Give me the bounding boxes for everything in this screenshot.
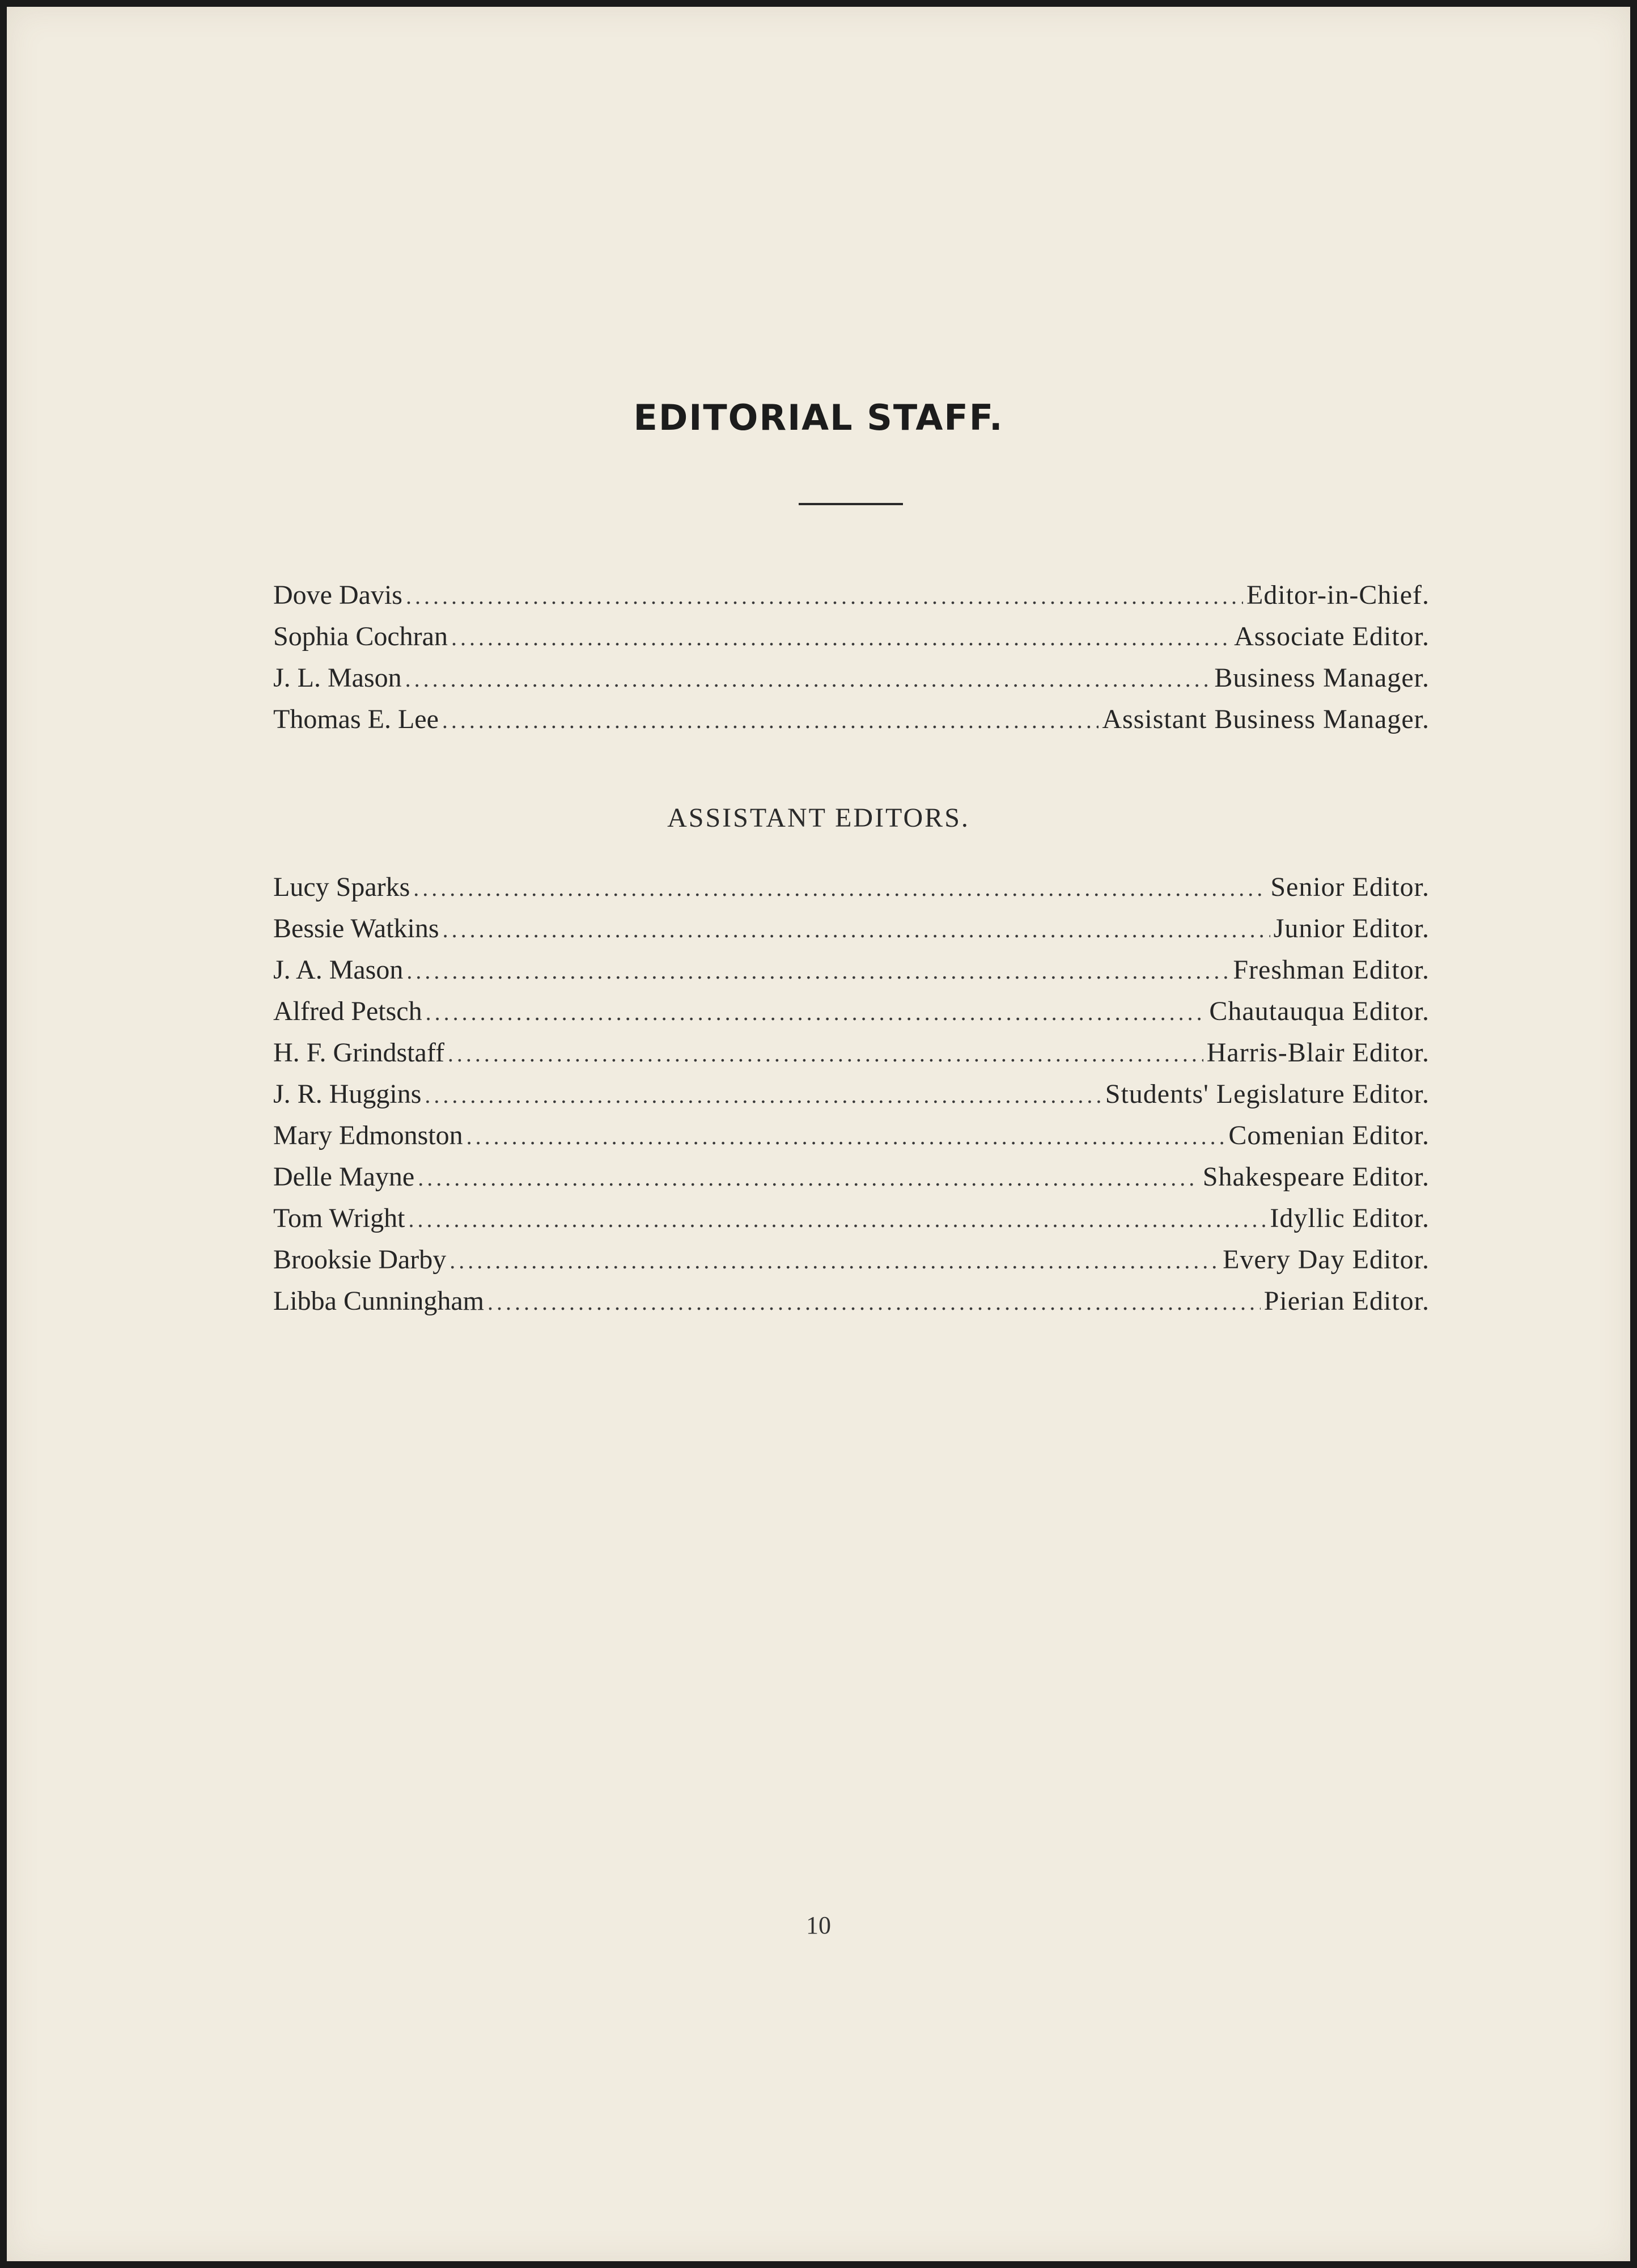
editor-row <box>273 871 1430 913</box>
title-divider <box>799 503 903 505</box>
assistant-editors-list <box>273 871 1430 1327</box>
dot-leader <box>426 996 1206 1027</box>
dot-leader <box>448 1037 1203 1068</box>
document-page <box>7 7 1630 2261</box>
editor-role: Every Day Editor. <box>1223 1245 1430 1275</box>
editor-name: J. A. Mason <box>273 955 404 985</box>
editor-row <box>273 1244 1430 1285</box>
editor-role: Senior Editor. <box>1270 872 1430 902</box>
editor-row <box>273 1161 1430 1203</box>
editor-row <box>273 913 1430 954</box>
dot-leader <box>408 1203 1266 1234</box>
editor-row <box>273 1037 1430 1078</box>
dot-leader <box>406 579 1243 611</box>
staff-role: Editor-in-Chief. <box>1246 580 1430 610</box>
editor-name: Tom Wright <box>273 1203 405 1233</box>
staff-role: Business Manager. <box>1214 663 1430 693</box>
dot-leader <box>451 621 1231 652</box>
staff-name: J. L. Mason <box>273 663 402 693</box>
editor-row <box>273 954 1430 996</box>
page-number: 10 <box>806 1911 831 1939</box>
staff-row <box>273 579 1430 621</box>
dot-leader <box>405 662 1211 693</box>
editor-name: Delle Mayne <box>273 1162 415 1192</box>
staff-name: Thomas E. Lee <box>273 704 439 734</box>
editor-role: Students' Legislature Editor. <box>1105 1079 1430 1109</box>
editorial-staff-list <box>273 579 1430 745</box>
editor-role: Shakespeare Editor. <box>1202 1162 1430 1192</box>
dot-leader <box>466 1120 1225 1151</box>
editor-role: Comenian Editor. <box>1228 1120 1430 1150</box>
page-title: EDITORIAL STAFF. <box>633 397 1004 438</box>
staff-row <box>273 621 1430 662</box>
editor-role: Pierian Editor. <box>1263 1286 1430 1316</box>
editor-role: Chautauqua Editor. <box>1209 996 1430 1026</box>
staff-name: Dove Davis <box>273 580 402 610</box>
staff-role: Associate Editor. <box>1234 621 1430 651</box>
dot-leader <box>442 704 1099 735</box>
dot-leader <box>413 871 1267 903</box>
dot-leader <box>406 954 1229 985</box>
staff-name: Sophia Cochran <box>273 621 448 651</box>
editor-name: J. R. Huggins <box>273 1079 422 1109</box>
dot-leader <box>449 1244 1219 1275</box>
editor-name: H. F. Grindstaff <box>273 1038 444 1068</box>
dot-leader <box>487 1285 1261 1317</box>
editor-name: Brooksie Darby <box>273 1245 447 1275</box>
staff-role: Assistant Business Manager. <box>1102 704 1430 734</box>
editor-name: Lucy Sparks <box>273 872 410 902</box>
editor-role: Junior Editor. <box>1273 913 1430 943</box>
editor-name: Alfred Petsch <box>273 996 422 1026</box>
dot-leader <box>425 1078 1101 1110</box>
editor-name: Mary Edmonston <box>273 1120 463 1150</box>
staff-row <box>273 704 1430 745</box>
editor-row <box>273 1203 1430 1244</box>
editor-row <box>273 1285 1430 1327</box>
staff-row <box>273 662 1430 704</box>
editor-role: Idyllic Editor. <box>1270 1203 1430 1233</box>
editor-row <box>273 1120 1430 1161</box>
editor-name: Libba Cunningham <box>273 1286 484 1316</box>
editor-name: Bessie Watkins <box>273 913 439 943</box>
editor-row <box>273 996 1430 1037</box>
dot-leader <box>418 1161 1199 1192</box>
editor-role: Freshman Editor. <box>1233 955 1430 985</box>
editor-role: Harris-Blair Editor. <box>1206 1038 1430 1068</box>
dot-leader <box>443 913 1270 944</box>
section-heading: ASSISTANT EDITORS. <box>667 803 970 833</box>
editor-row <box>273 1078 1430 1120</box>
